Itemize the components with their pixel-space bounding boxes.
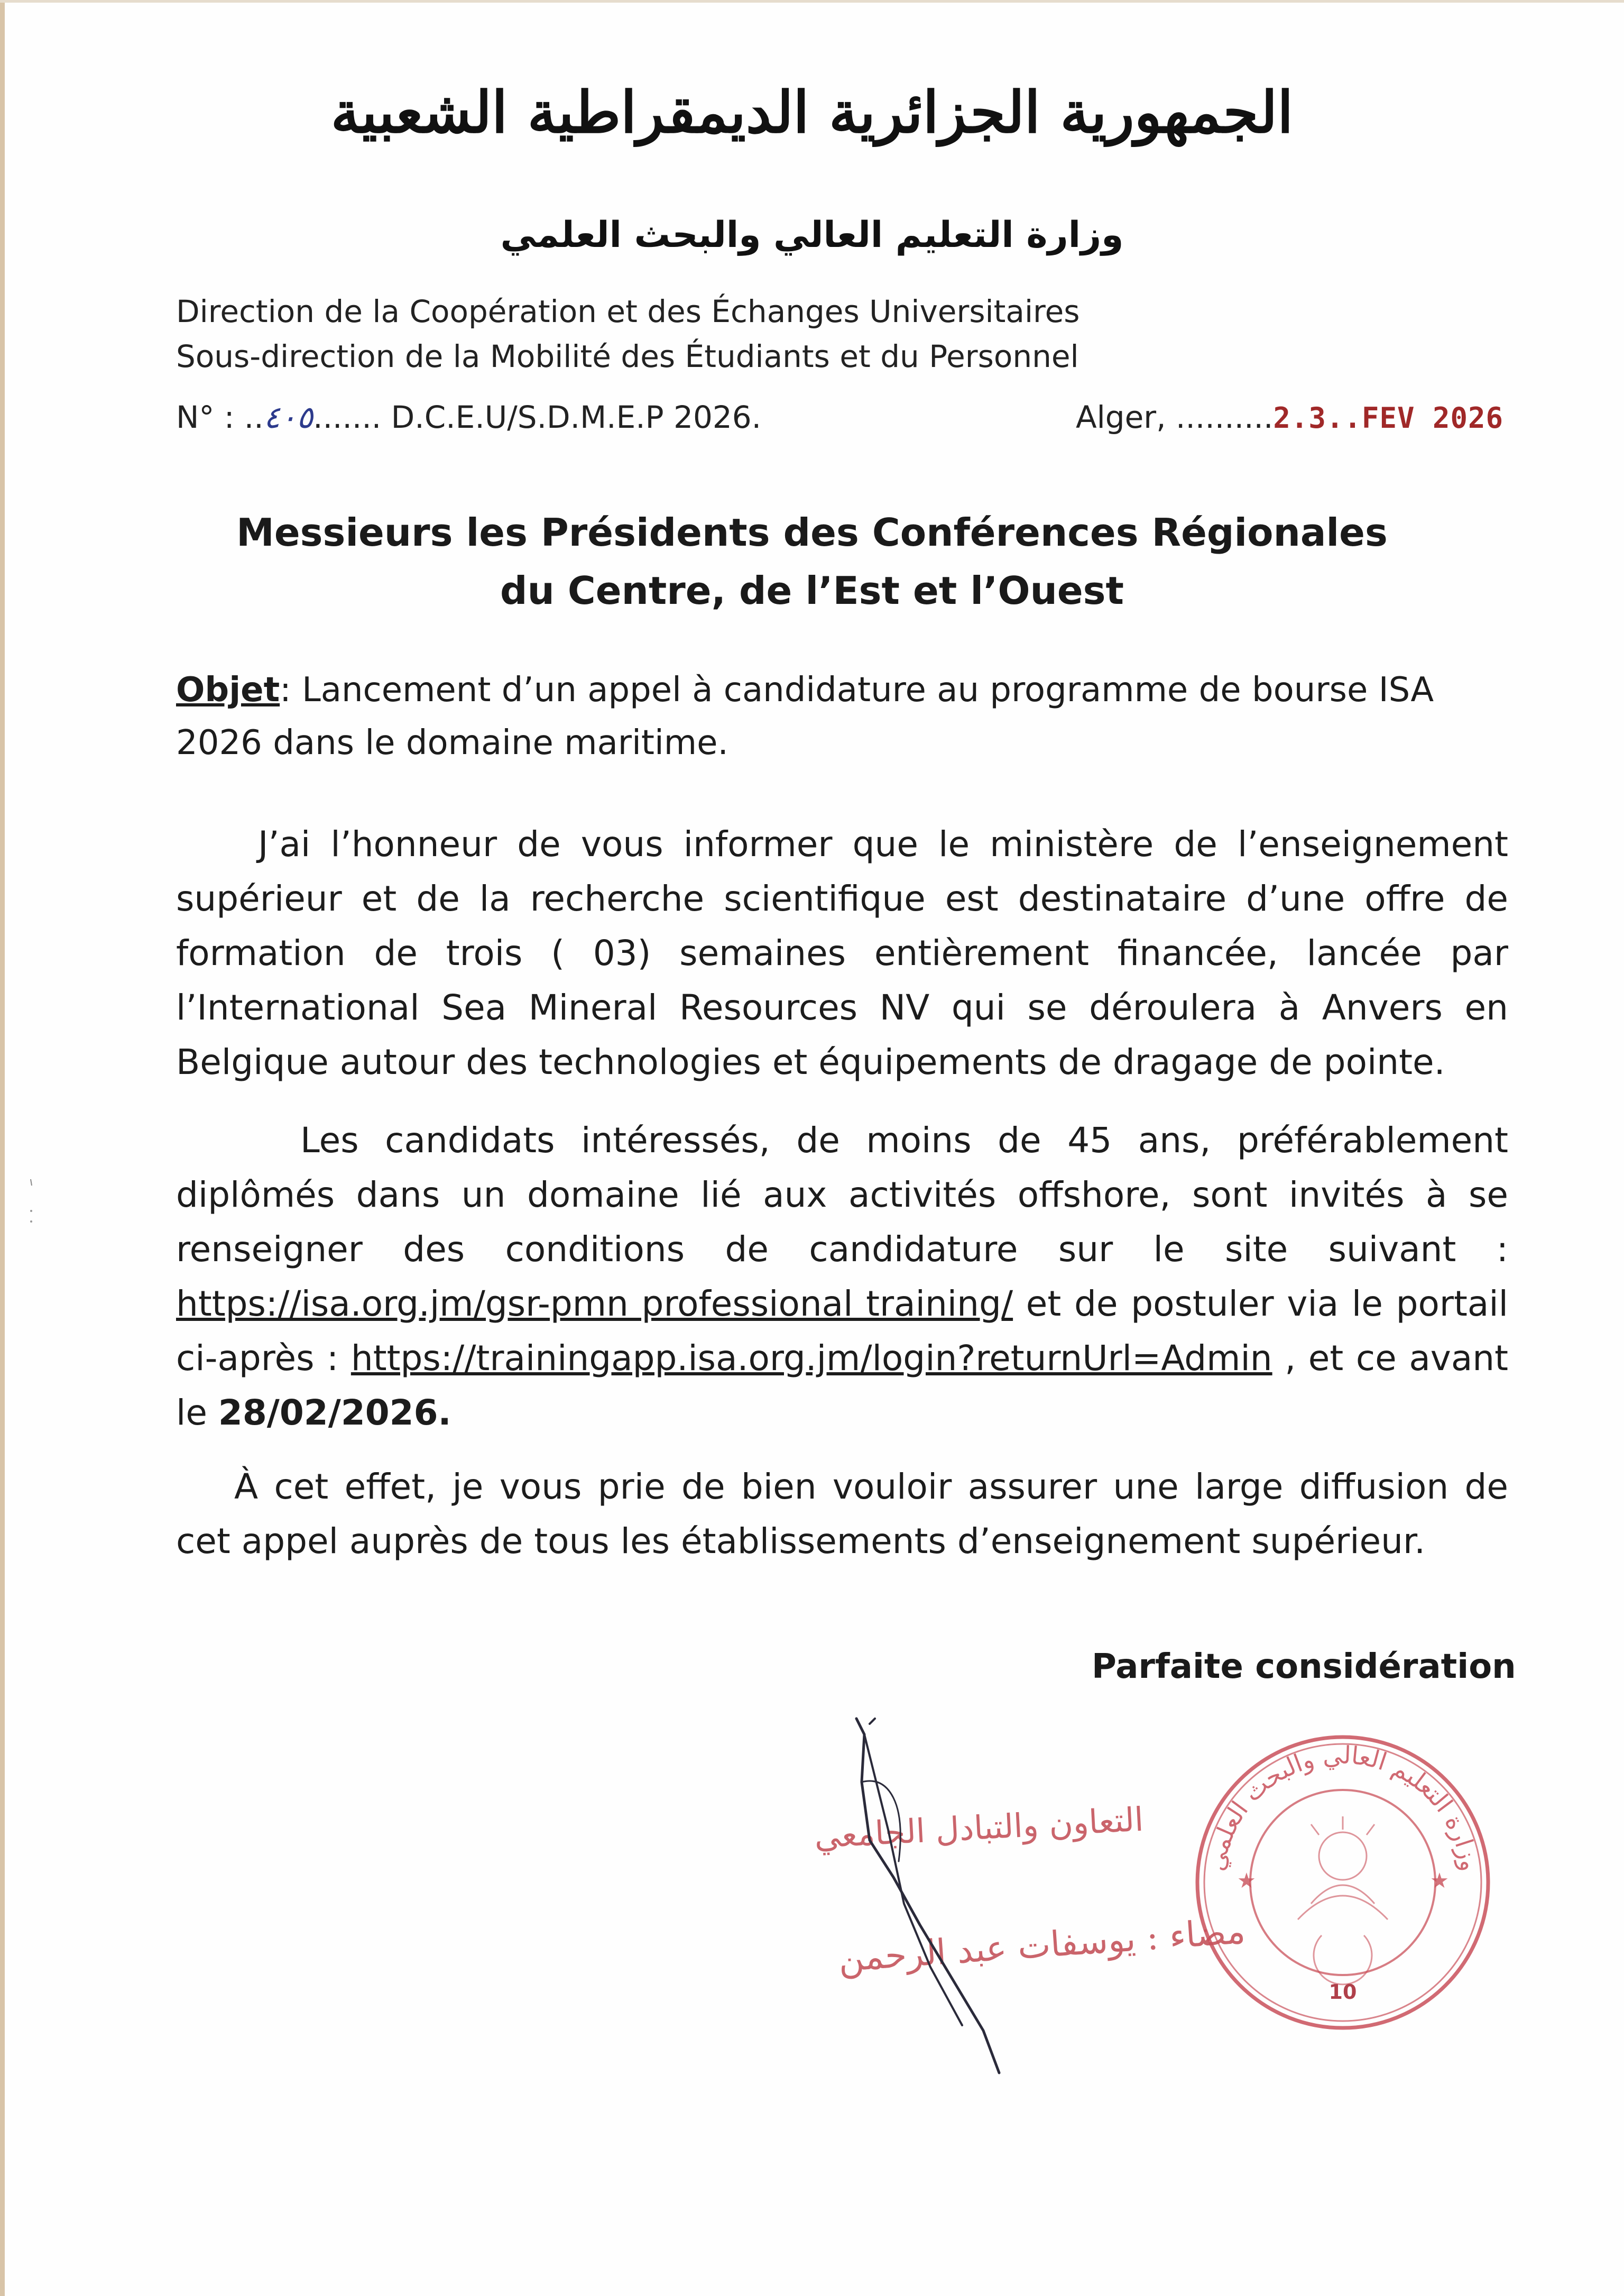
svg-text:★: ★ (1237, 1869, 1256, 1893)
reference-handwritten-number: ٤٠٥ (263, 399, 313, 435)
link-isa-training[interactable]: https://isa.org.jm/gsr-pmn professional training/ (176, 1283, 1013, 1324)
paragraph-2-mid: et de postuler via le portail ci-après : (176, 1283, 1508, 1379)
deadline-date: 28/02/2026. (218, 1392, 451, 1433)
scan-edge-top (0, 0, 1624, 3)
stamp-department-ar: التعاون والتبادل الجامعي (813, 1799, 1145, 1856)
link-training-portal[interactable]: https://trainingapp.isa.org.jm/login?returnUrl=Admin (350, 1338, 1272, 1379)
recipient-line-1: Messieurs les Présidents des Conférences Régionales (236, 510, 1388, 555)
place-and-date (1076, 399, 1503, 435)
recipient-line-2: du Centre, de l’Est et l’Ouest (500, 568, 1124, 613)
seal-ring-text: وزارة التعليم العالي والبحث العلمي (1201, 1740, 1484, 1873)
paragraph-2-start: Les candidats intéressés, de moins de 45 ans, préférablement diplômés dans un domaine lié aux activités offshore, sont invités à se renseigner des conditions de candidature sur le site suivant : (176, 1120, 1508, 1270)
official-seal (1189, 1729, 1496, 2036)
svg-text:★: ★ (1430, 1869, 1449, 1893)
subject (176, 664, 1455, 769)
body-paragraph-3: À cet effet, je vous prie de bien vouloir assurer une large diffusion de cet appel auprès de tous les établissements d’enseignement supérieur. (176, 1466, 1508, 1562)
subject-text: : Lancement d’un appel à candidature au programme de bourse ISA 2026 dans le domaine maritime. (176, 671, 1434, 763)
republic-title-ar: الجمهورية الجزائرية الديمقراطية الشعبية (330, 79, 1294, 146)
reference-suffix: ....... D.C.E.U/S.D.M.E.P 2026. (313, 399, 762, 435)
reference-prefix: N° : .. (176, 399, 264, 435)
stamped-date: 2.3..FEV 2026 (1273, 401, 1504, 435)
scan-specks (26, 1174, 37, 1237)
seal-number: 10 (1328, 1980, 1357, 2004)
stamp-signatory-ar: مضاء : يوسفات عبد الرحمن (837, 1911, 1247, 1980)
body-paragraph-1: J’ai l’honneur de vous informer que le ministère de l’enseignement supérieur et de la recherche scientifique est destinataire d’une offre de formation de trois ( 03) semaines entièrement financée, lancée par l’International Sea Mineral Resources NV qui se déroulera à Anvers en Belgique autour des technologies et équipements de dragage de pointe. (176, 824, 1508, 1082)
subdirection-name: Sous-direction de la Mobilité des Étudiants et du Personnel (176, 338, 1079, 374)
reference-number (176, 399, 761, 435)
paragraph-2-end: , et ce avant le (176, 1338, 1508, 1433)
scan-edge-left (0, 0, 5, 2296)
handwritten-signature (825, 1703, 1047, 2083)
closing-formula: Parfaite considération (1092, 1647, 1516, 1686)
ministry-title-ar: وزارة التعليم العالي والبحث العلمي (500, 214, 1124, 256)
subject-label: Objet (176, 671, 280, 710)
place-label: Alger, .......... (1076, 399, 1274, 435)
body-paragraph-2 (176, 1113, 1508, 1440)
direction-name: Direction de la Coopération et des Échanges Universitaires (176, 293, 1080, 329)
